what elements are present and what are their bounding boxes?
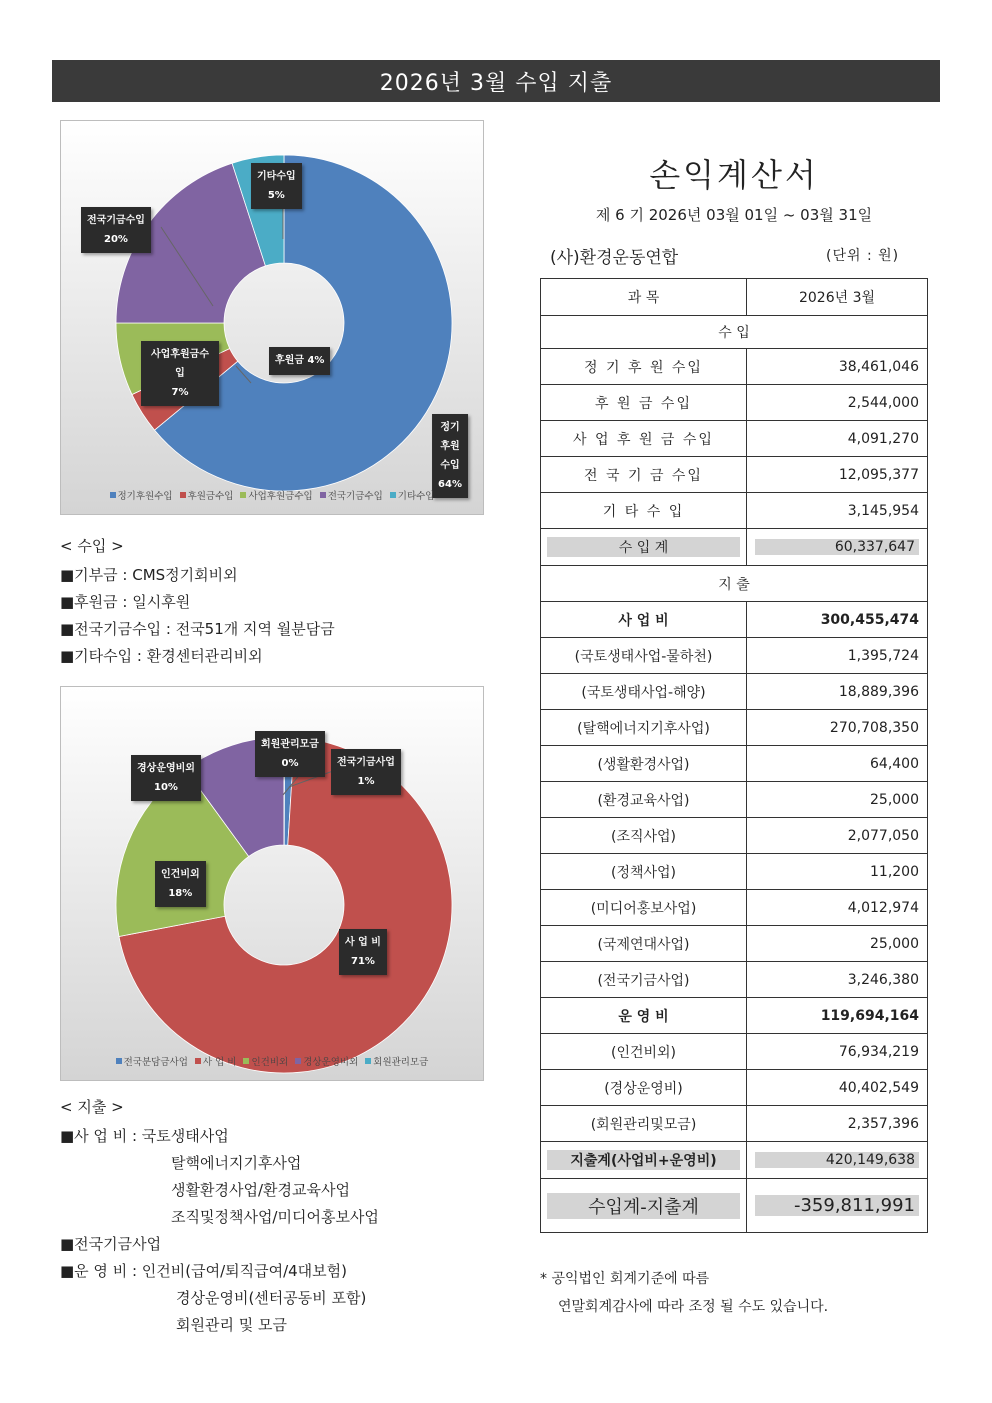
- row-label: (생활환경사업): [541, 746, 747, 782]
- table-row: [541, 349, 928, 385]
- col-month-header: 2026년 3월: [747, 279, 928, 316]
- table-row: [541, 782, 928, 818]
- row-value: 25,000: [747, 926, 928, 962]
- income-donut-chart: [60, 120, 484, 515]
- row-value: 38,461,046: [747, 349, 928, 385]
- table-row: [541, 1106, 928, 1142]
- expense-total-row: [541, 1142, 928, 1179]
- row-value: 2,357,396: [747, 1106, 928, 1142]
- callout-personnel: 인건비외 18%: [155, 861, 206, 907]
- expense-notes-heading: < 지출 >: [60, 1098, 124, 1116]
- net-row: [541, 1179, 928, 1233]
- row-label: (회원관리및모금): [541, 1106, 747, 1142]
- expense-note-line: 조직및정책사업/미디어홍보사업: [171, 1208, 379, 1226]
- table-row: [541, 638, 928, 674]
- table-row: [541, 1034, 928, 1070]
- table-row: [541, 493, 928, 529]
- row-label: (조직사업): [541, 818, 747, 854]
- row-value: 11,200: [747, 854, 928, 890]
- row-value: 76,934,219: [747, 1034, 928, 1070]
- row-label: (국토생태사업-물하천): [541, 638, 747, 674]
- row-label: (정책사업): [541, 854, 747, 890]
- row-label: (국토생태사업-해양): [541, 674, 747, 710]
- biz-cost-label: 사 업 비: [541, 602, 747, 638]
- row-value: 270,708,350: [747, 710, 928, 746]
- row-label: 기 타 수 입: [541, 493, 747, 529]
- income-total-row: [541, 529, 928, 566]
- row-label: 후 원 금 수입: [541, 385, 747, 421]
- callout-project-cost: 사 업 비 71%: [339, 929, 387, 975]
- row-value: 12,095,377: [747, 457, 928, 493]
- row-value: 18,889,396: [747, 674, 928, 710]
- table-row: [541, 457, 928, 493]
- callout-regular-donation: 정기후원수입 64%: [432, 414, 468, 498]
- table-header-row: [541, 279, 928, 316]
- income-total-label: 수 입 계: [547, 537, 740, 557]
- income-note-line: ■기타수입 : 환경센터관리비외: [60, 647, 263, 665]
- ops-cost-value: 119,694,164: [747, 998, 928, 1034]
- row-value: 2,077,050: [747, 818, 928, 854]
- table-row: [541, 1070, 928, 1106]
- footnote: [540, 1265, 828, 1321]
- row-value: 1,395,724: [747, 638, 928, 674]
- income-note-line: ■기부금 : CMS정기회비외: [60, 566, 238, 584]
- table-row: [541, 890, 928, 926]
- callout-national-fund-project: 전국기금사업 1%: [331, 749, 401, 795]
- income-note-line: ■전국기금수입 : 전국51개 지역 월분담금: [60, 620, 335, 638]
- expense-section-header: 지 출: [541, 566, 928, 602]
- row-value: 40,402,549: [747, 1070, 928, 1106]
- page-title: 2026년 3월 수입 지출: [52, 60, 940, 102]
- statement-title: 손익계산서: [649, 156, 819, 194]
- net-label: 수입계-지출계: [547, 1193, 740, 1219]
- callout-donation: 후원금 4%: [269, 347, 330, 375]
- row-label: (전국기금사업): [541, 962, 747, 998]
- income-notes: [60, 533, 335, 670]
- footnote-line: * 공익법인 회계기준에 따름: [540, 1271, 710, 1287]
- table-row: [541, 746, 928, 782]
- table-row: [541, 385, 928, 421]
- callout-project-donation: 사업후원금수입 7%: [141, 341, 219, 406]
- row-value: 3,246,380: [747, 962, 928, 998]
- expense-note-line: 생활환경사업/환경교육사업: [171, 1181, 350, 1199]
- expense-note-line: 경상운영비(센터공동비 포함): [176, 1289, 367, 1307]
- row-value: 4,091,270: [747, 421, 928, 457]
- income-legend: 정기후원수입 후원금수입 사업후원금수입 전국기금수입 기타수입: [61, 488, 483, 502]
- table-row: [541, 854, 928, 890]
- footnote-line: 연말회계감사에 따라 조정 될 수도 있습니다.: [558, 1299, 829, 1315]
- expense-notes: [60, 1094, 379, 1339]
- callout-member-fundraising: 회원관리모금 0%: [255, 731, 325, 777]
- row-label: (경상운영비): [541, 1070, 747, 1106]
- row-label: (미디어홍보사업): [541, 890, 747, 926]
- row-label: (국제연대사업): [541, 926, 747, 962]
- table-row: [541, 674, 928, 710]
- unit-label: (단위 : 원): [826, 248, 900, 264]
- table-row: [541, 818, 928, 854]
- expense-legend: 전국분담금사업 사 업 비 인건비외 경상운영비외 회원관리모금: [61, 1054, 483, 1068]
- expense-note-line: ■전국기금사업: [60, 1235, 162, 1253]
- subtotal-row: [541, 602, 928, 638]
- table-row: [541, 926, 928, 962]
- expense-total-value: 420,149,638: [755, 1152, 919, 1168]
- row-label: (환경교육사업): [541, 782, 747, 818]
- organization-name: (사)환경운동연합: [550, 248, 679, 268]
- row-value: 64,400: [747, 746, 928, 782]
- expense-note-line: ■사 업 비 : 국토생태사업: [60, 1127, 229, 1145]
- row-value: 2,544,000: [747, 385, 928, 421]
- callout-other-income: 기타수입 5%: [251, 163, 302, 209]
- expense-note-line: ■운 영 비 : 인건비(급여/퇴직급여/4대보험): [60, 1262, 348, 1280]
- table-row: [541, 421, 928, 457]
- ops-cost-label: 운 영 비: [541, 998, 747, 1034]
- subtotal-row: [541, 998, 928, 1034]
- callout-national-fund: 전국기금수입 20%: [81, 207, 151, 253]
- row-value: 25,000: [747, 782, 928, 818]
- expense-donut-chart: [60, 686, 484, 1081]
- row-value: 3,145,954: [747, 493, 928, 529]
- row-label: 전 국 기 금 수입: [541, 457, 747, 493]
- income-note-line: ■후원금 : 일시후원: [60, 593, 191, 611]
- callout-operating-expense: 경상운영비외 10%: [131, 755, 201, 801]
- table-row: [541, 962, 928, 998]
- row-label: (탈핵에너지기후사업): [541, 710, 747, 746]
- income-total-value: 60,337,647: [755, 539, 919, 555]
- expense-note-line: 탈핵에너지기후사업: [171, 1154, 302, 1172]
- income-notes-heading: < 수입 >: [60, 537, 124, 555]
- biz-cost-value: 300,455,474: [747, 602, 928, 638]
- expense-note-line: 회원관리 및 모금: [176, 1316, 287, 1334]
- row-label: (인건비외): [541, 1034, 747, 1070]
- col-subject-header: 과 목: [541, 279, 747, 316]
- section-row: [541, 316, 928, 349]
- row-value: 4,012,974: [747, 890, 928, 926]
- statement-period: 제 6 기 2026년 03월 01일 ~ 03월 31일: [595, 206, 873, 224]
- income-statement-table: [540, 278, 928, 1233]
- expense-total-label: 지출계(사업비+운영비): [547, 1150, 740, 1170]
- row-label: 정 기 후 원 수입: [541, 349, 747, 385]
- section-row: [541, 566, 928, 602]
- net-value: -359,811,991: [755, 1195, 919, 1216]
- table-row: [541, 710, 928, 746]
- income-section-header: 수 입: [541, 316, 928, 349]
- row-label: 사 업 후 원 금 수입: [541, 421, 747, 457]
